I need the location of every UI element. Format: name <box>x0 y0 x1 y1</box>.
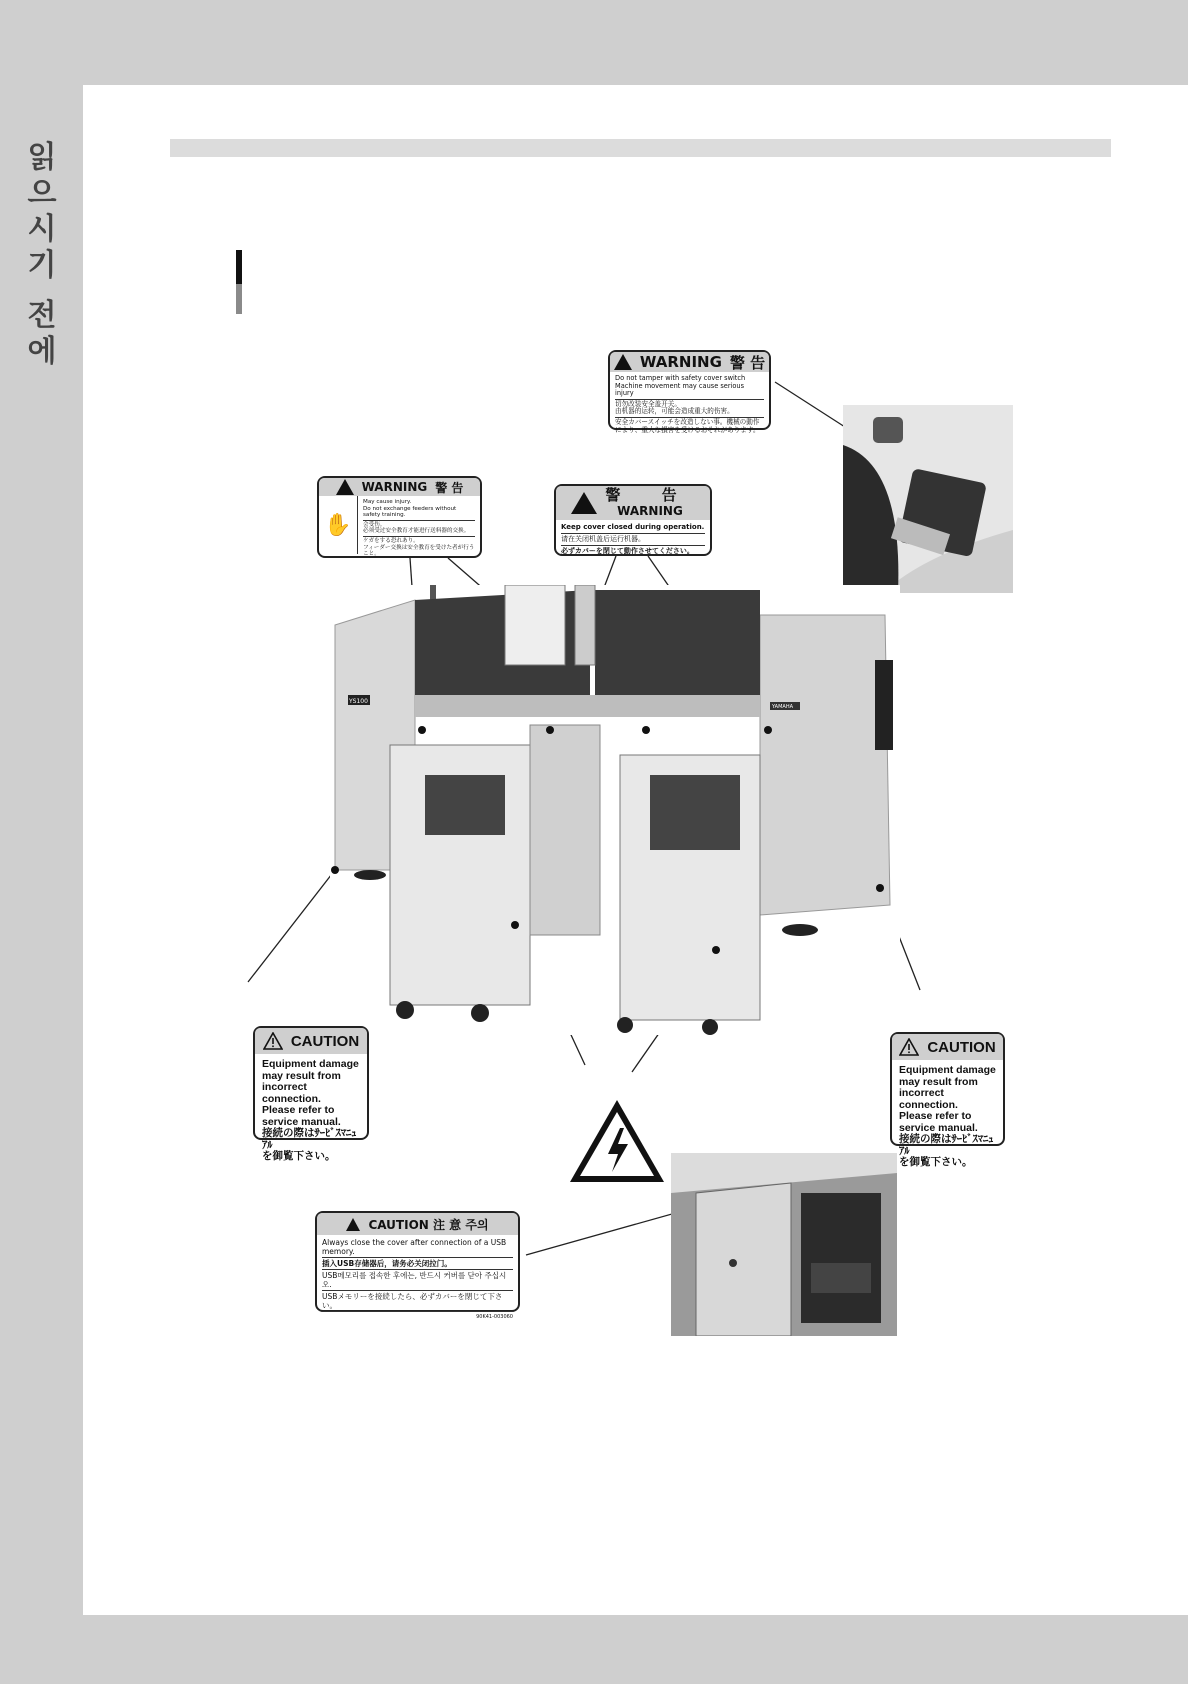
photo-usb-cover <box>671 1153 897 1336</box>
warning-label-cover <box>554 484 712 556</box>
label-line: may result from <box>262 1069 341 1082</box>
label-line: incorrect connection. <box>899 1087 958 1111</box>
label-line: Keep cover closed during operation. <box>561 522 705 534</box>
side-tab-char: 전 <box>27 298 57 333</box>
usb-cover-image <box>671 1153 897 1336</box>
warning-label-header <box>556 486 710 520</box>
label-line: service manual. <box>899 1121 978 1134</box>
label-line: Do not tamper with safety cover switch <box>615 374 746 382</box>
warning-label-header <box>610 352 769 372</box>
caution-label-right <box>890 1032 1005 1168</box>
label-line: Do not exchange feeders without safety training. <box>363 505 457 519</box>
label-line: 请在关闭机盖后运行机器。 <box>561 534 705 546</box>
warning-triangle-icon <box>346 1218 360 1231</box>
caution-label-header <box>317 1213 518 1235</box>
caution-triangle-icon <box>263 1032 283 1050</box>
label-line: ケガをする恐れあり。 <box>363 537 419 544</box>
side-tab-char: 기 <box>27 248 57 283</box>
label-line: Please refer to <box>262 1104 335 1116</box>
label-line: Machine movement may cause serious injury <box>615 381 745 398</box>
label-line: 切勿改装安全盖开关。 <box>615 399 681 408</box>
warning-title: WARNING <box>361 480 428 494</box>
caution-title: CAUTION <box>927 1038 996 1056</box>
label-line: USB메모리를 접속한 후에는, 반드시 커버를 닫아 주십시오. <box>322 1270 513 1291</box>
caution-label-left <box>253 1026 369 1162</box>
warning-title-cjk: 警 告 <box>729 353 766 372</box>
label-line: 必须受过安全教育才能进行送料器的交换。 <box>363 528 470 535</box>
label-line: を御覧下さい。 <box>262 1150 336 1162</box>
warning-title: WARNING <box>617 504 683 518</box>
warning-triangle-icon <box>571 492 597 514</box>
high-voltage-icon <box>568 1098 666 1184</box>
warning-title-cjk: 警 告 <box>605 486 695 504</box>
label-line: Equipment damage <box>899 1064 996 1076</box>
warning-label-safety-switch <box>608 350 771 434</box>
label-line: 会受伤。 <box>363 521 386 528</box>
caution-label-header <box>892 1034 1003 1060</box>
brand-badge: YAMAHA <box>772 704 794 710</box>
label-line: 由机器的运转，可能会造成重大的伤害。 <box>615 407 734 416</box>
model-badge: YS100 <box>349 698 368 705</box>
label-line: incorrect connection. <box>262 1081 321 1105</box>
caution-label-usb <box>315 1211 520 1320</box>
caution-label-header <box>255 1028 367 1054</box>
warning-triangle-icon <box>614 354 632 370</box>
caution-title: CAUTION 注 意 주의 <box>368 1217 489 1232</box>
label-line: May cause injury. <box>363 499 412 505</box>
warning-triangle-icon <box>336 479 354 495</box>
label-line: 必ずカバーを閉じて動作させてください。 <box>561 547 694 555</box>
warning-label-feeder <box>317 476 482 558</box>
mounter-machine-image <box>330 585 900 1035</box>
warning-title: WARNING <box>639 353 722 371</box>
label-code: 90K41-003060 <box>476 1314 513 1320</box>
side-tab-char: 에 <box>27 334 57 369</box>
photo-safety-switch <box>843 405 1013 593</box>
side-tab-char: 으 <box>27 176 57 211</box>
label-line: service manual. <box>262 1115 341 1128</box>
label-line: を御覧下さい。 <box>899 1156 973 1168</box>
label-line: 安全カバースイッチを改造しない事。機械の動作により、重大な損害を受けるおそれがあります。 <box>615 417 760 434</box>
label-line: may result from <box>899 1075 978 1088</box>
label-line: 接続の際はｻｰﾋﾞｽﾏﾆｭｱﾙ <box>262 1127 357 1151</box>
warning-title-cjk: 警 告 <box>435 480 464 495</box>
label-line: フィーダー交換は安全教育を受けた者が行うこと。 <box>363 544 475 558</box>
label-line: Equipment damage <box>262 1058 359 1070</box>
caution-triangle-icon <box>899 1038 919 1056</box>
label-line: 插入USB存储器后，请务必关闭拉门。 <box>322 1258 513 1270</box>
label-line: USBメモリーを接続したら、必ずカバーを閉じて下さい。 <box>322 1291 513 1312</box>
label-line: Please refer to <box>899 1110 972 1122</box>
label-line: 接続の際はｻｰﾋﾞｽﾏﾆｭｱﾙ <box>899 1133 994 1157</box>
side-tab-char: 시 <box>27 212 57 247</box>
safety-switch-image <box>843 405 1013 593</box>
caution-title: CAUTION <box>290 1032 360 1050</box>
side-tab-char: 읽 <box>27 140 57 175</box>
warning-label-header <box>319 478 480 496</box>
label-line: Always close the cover after connection of a USB memory. <box>322 1237 513 1258</box>
hand-pinch-icon: ✋ <box>319 496 358 554</box>
